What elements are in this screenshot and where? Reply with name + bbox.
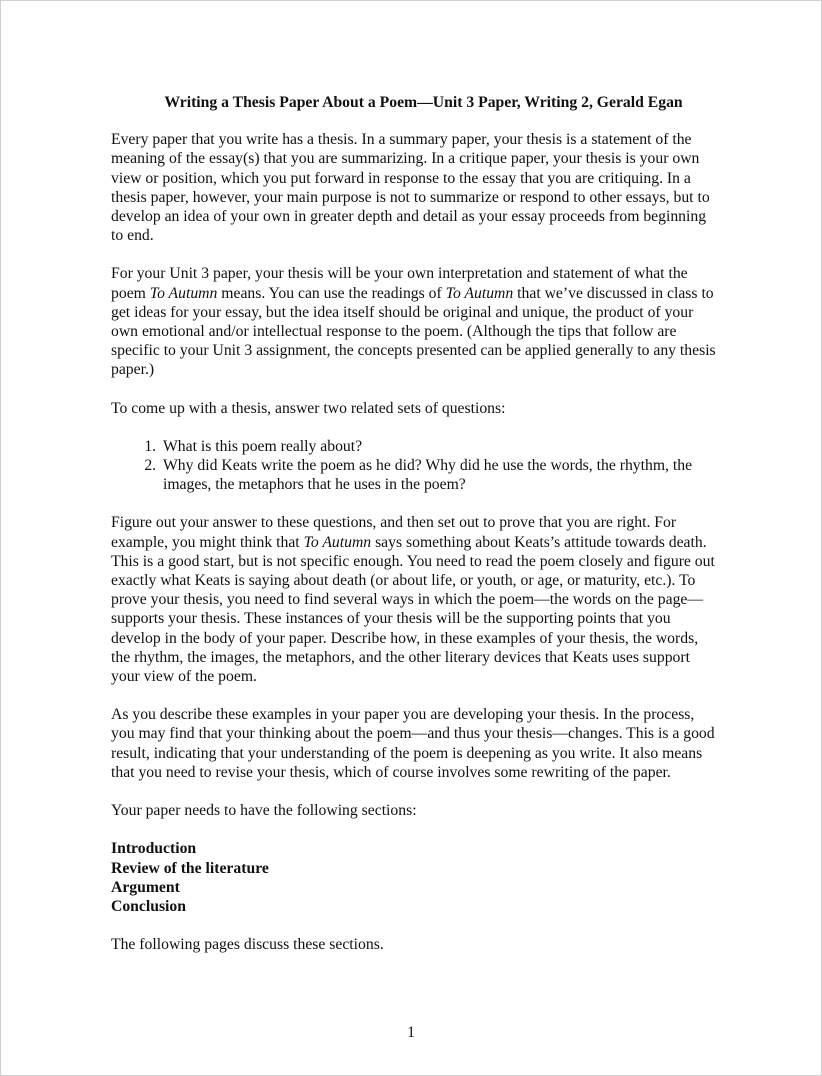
paragraph-example	[111, 513, 716, 686]
paragraph-questions-intro: To come up with a thesis, answer two related sets of questions:	[111, 399, 506, 417]
paragraph-developing: As you describe these examples in your paper you are developing your thesis. In the process, you may find that your thinking about the poem—and thus your thesis—changes. This is a good result, indicating that your understanding of the poem is deepening as you write. It also means that you need to revise your thesis, which of course involves some rewriting of the paper.	[111, 706, 715, 781]
text-run: For your Unit 3 paper, your thesis will be your own interpretation and statement of what the poem	[111, 265, 688, 302]
text-run: says something about Keats’s attitude towards death. This is a good start, but is not specific enough. You need to read the poem closely and figure out exactly what Keats is saying about death (or about life, or youth, or age, or maturity, etc.). To prove your thesis, you need to find several ways in which the poem—the words on the page—supports your thesis. These instances of your thesis will be the supporting points that you develop in the body of your paper. Describe how, in these examples of your thesis, the words, the rhythm, the images, the metaphors, and the other literary devices that Keats uses support your view of the poem.	[111, 533, 715, 686]
poem-title: To Autumn	[303, 533, 372, 551]
page-title: Writing a Thesis Paper About a Poem—Unit 3 Paper, Writing 2, Gerald Egan	[164, 94, 683, 111]
page-content	[111, 93, 716, 973]
page-number: 1	[407, 1024, 415, 1041]
text-run: Figure out your answer to these questions, and then set out to prove that you are right. For example, you might think that	[111, 514, 677, 551]
list-item: 1. What is this poem really about?	[160, 437, 716, 456]
text-run: means. You can use the readings of	[217, 284, 446, 302]
section-heading: Argument	[111, 878, 180, 896]
paragraph-unit3	[111, 264, 716, 379]
poem-title: To Autumn	[149, 284, 218, 302]
paragraph-sections-intro: Your paper needs to have the following sections:	[111, 802, 417, 820]
sections-list	[111, 839, 716, 916]
text-run: that we’ve discussed in class to get ideas for your essay, but the idea itself should be original and unique, the product of your own emotional and/or intellectual response to the poem. (Although the tips that follow are specific to your Unit 3 assignment, the concepts presented can be applied generally to any thesis paper.)	[111, 284, 716, 379]
paragraph-intro: Every paper that you write has a thesis. In a summary paper, your thesis is a statement of the meaning of the essay(s) that you are summarizing. In a critique paper, your thesis is your own view or position, which you put forward in response to the essay that you are critiquing. In a thesis paper, however, your main purpose is not to summarize or respond to other essays, but to develop an idea of your own in greater depth and detail as your essay proceeds from beginning to end.	[111, 131, 710, 245]
paragraph-closing: The following pages discuss these sections.	[111, 936, 384, 954]
section-heading: Conclusion	[111, 897, 186, 915]
section-heading: Review of the literature	[111, 859, 269, 877]
poem-title: To Autumn	[445, 284, 514, 302]
section-heading: Introduction	[111, 840, 197, 858]
questions-list	[111, 437, 716, 495]
list-item: 2. Why did Keats write the poem as he did? Why did he use the words, the rhythm, the images, the metaphors that he uses in the poem?	[160, 456, 716, 494]
